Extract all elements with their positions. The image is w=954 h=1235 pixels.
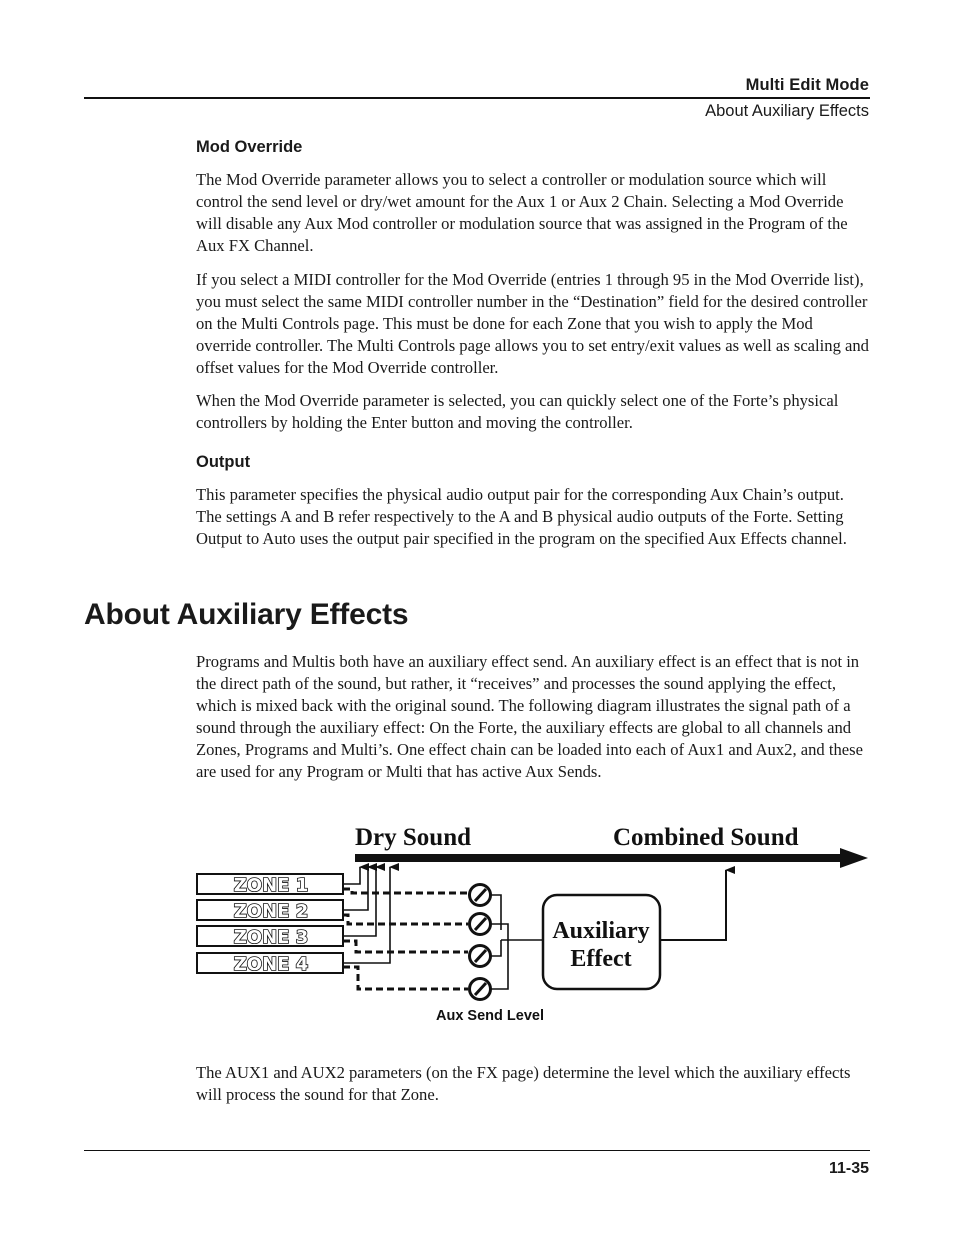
combined-sound-label: Combined Sound <box>613 824 799 851</box>
header-rule <box>84 97 870 99</box>
mod-override-paragraph-1: The Mod Override parameter allows you to select a controller or modulation source which will control the send level or dry/wet amount for the Aux 1 or Aux 2 Chain. Selecting a Mod Override will disable any Aux Mod controller or modulation source that was assigned in the Program of the Aux FX Channel. <box>196 170 848 255</box>
aux-send-level-knob-1 <box>470 885 491 906</box>
mod-override-paragraph-2: If you select a MIDI controller for the Mod Override (entries 1 through 95 in the Mod Override list), you must select the same MIDI controller number in the “Destination” field for the desired controller on the Multi Controls page. This must be done for each Zone that you wish to apply the Mod override controller. The Multi Controls page allows you to set entry/exit values as well as scaling and offset values for the Mod Override controller. <box>196 270 869 377</box>
mod-override-paragraph-3: When the Mod Override parameter is selected, you can quickly select one of the Forte’s physical controllers by holding the Enter button and moving the controller. <box>196 391 839 432</box>
aux-signal-path-diagram <box>190 815 880 1030</box>
zone-box-3 <box>197 926 343 948</box>
aux-send-level-knob-4 <box>470 979 491 1000</box>
auxiliary-effect-box <box>543 895 660 989</box>
heading-about-auxiliary-effects: About Auxiliary Effects <box>84 598 409 631</box>
zone-4-label: ZONE 4 <box>233 954 309 975</box>
aux-send-level-knob-2 <box>470 914 491 935</box>
about-aux-intro-paragraph: Programs and Multis both have an auxiliary effect send. An auxiliary effect is an effect that is not in the direct path of the sound, but rather, it “receives” and processes the sound applying the effect, which is mixed back with the original sound. The following diagram illustrates the signal path of a sound through the auxiliary effect: On the Forte, the auxiliary effects are global to all channels and Zones, Programs and Multi’s. One effect chain can be loaded into each of Aux1 and Aux2, and these are used for any Program or Multi that has active Aux Sends. <box>196 652 863 781</box>
dry-sound-label: Dry Sound <box>355 824 472 851</box>
zone-box-4 <box>197 953 343 975</box>
heading-mod-override: Mod Override <box>196 138 303 156</box>
main-bus-arrowhead <box>840 848 868 868</box>
effect-label-line-2: Effect <box>570 946 632 972</box>
running-header-section: About Auxiliary Effects <box>705 102 869 120</box>
dry-signal-paths <box>343 867 390 963</box>
zone-2-label: ZONE 2 <box>233 901 309 922</box>
aux-send-level-knob-3 <box>470 946 491 967</box>
send-merge-lines <box>491 895 543 989</box>
aux-send-level-caption: Aux Send Level <box>436 1008 544 1024</box>
zone-box-2 <box>197 900 343 922</box>
zone-3-label: ZONE 3 <box>233 927 309 948</box>
effect-label-line-1: Auxiliary <box>552 918 650 944</box>
footer-rule <box>84 1150 870 1151</box>
heading-output: Output <box>196 453 251 471</box>
zone-1-label: ZONE 1 <box>233 875 309 896</box>
effect-return-path <box>660 870 726 940</box>
zone-box-1 <box>197 874 343 896</box>
page-number: 11-35 <box>828 1160 869 1177</box>
running-header-chapter: Multi Edit Mode <box>745 76 869 94</box>
about-aux-closing-paragraph: The AUX1 and AUX2 parameters (on the FX page) determine the level which the auxiliary effects will process the sound for that Zone. <box>196 1063 851 1104</box>
main-signal-bus <box>355 854 842 862</box>
aux-send-paths <box>343 889 468 989</box>
output-paragraph: This parameter specifies the physical audio output pair for the corresponding Aux Chain’s output. The settings A and B refer respectively to the A and B physical audio outputs of the Forte. Setting Output to Auto uses the output pair specified in the program on the specified Aux Effects channel. <box>196 485 847 548</box>
